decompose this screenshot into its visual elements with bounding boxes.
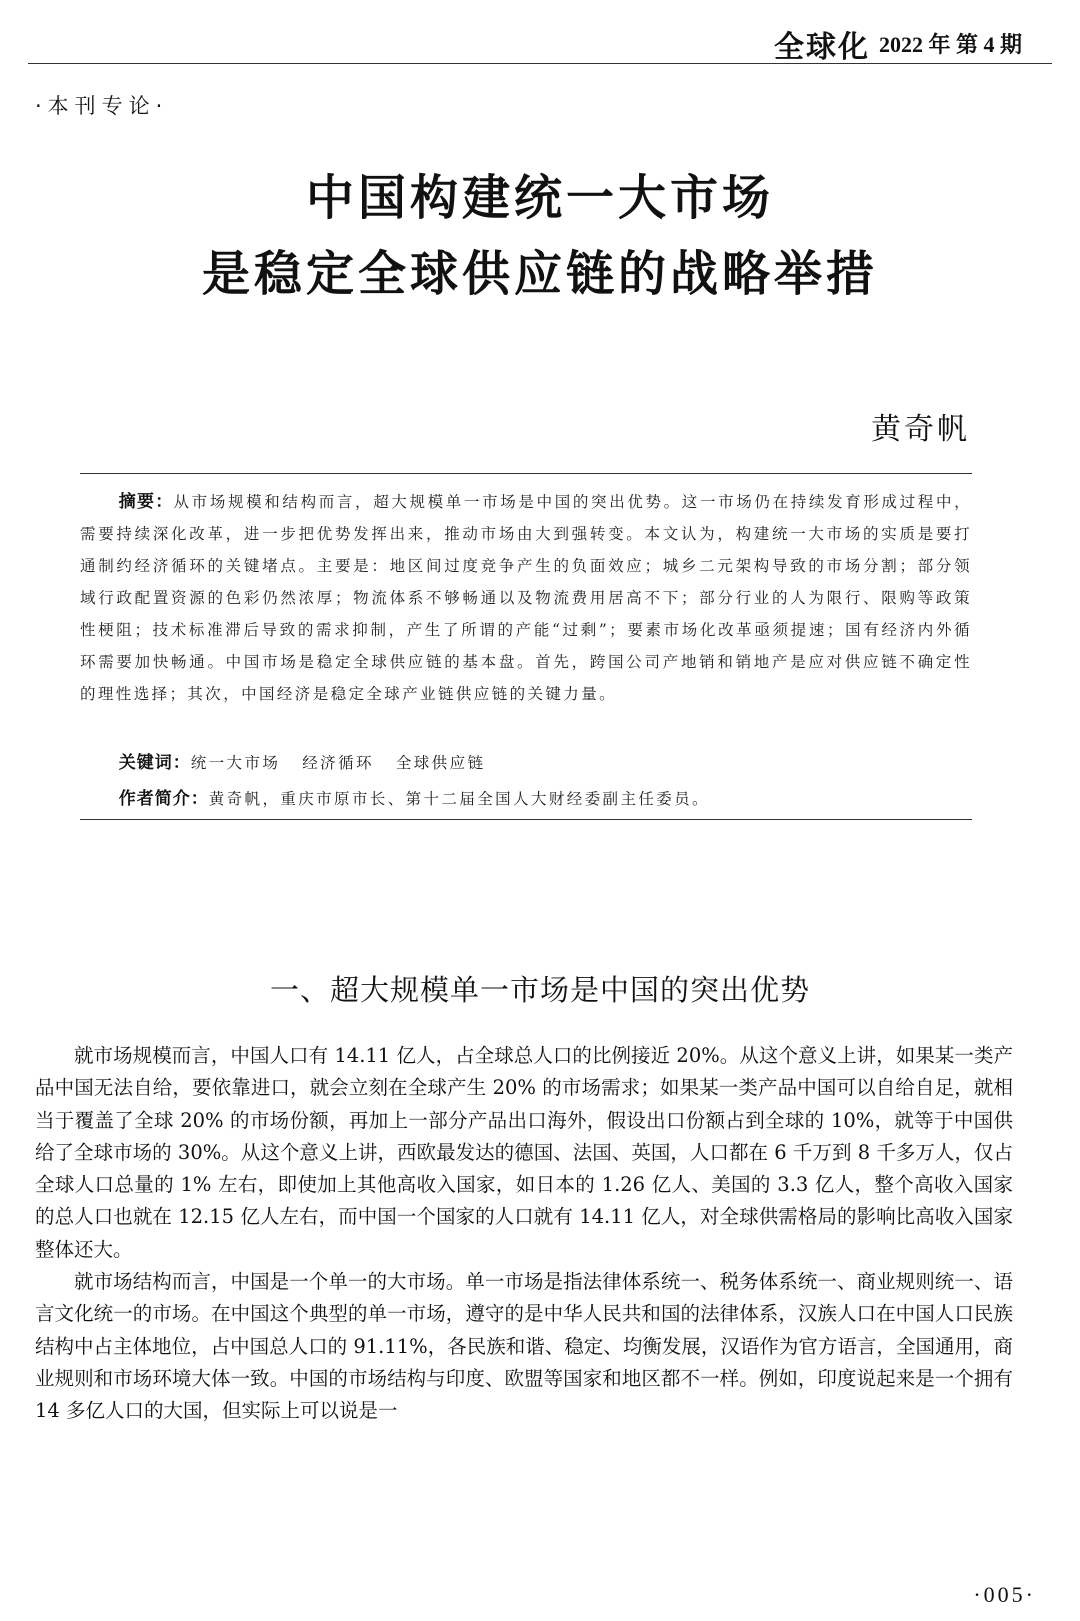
author-bio-text: 黄奇帆，重庆市原市长、第十二届全国人大财经委副主任委员。 — [208, 790, 710, 808]
issue-info: 2022 年 第 4 期 — [878, 32, 1022, 57]
running-header — [0, 22, 1080, 65]
paragraph: 就市场规模而言，中国人口有 14.11 亿人，占全球总人口的比例接近 20%。从这个意义上讲，如果某一类产品中国无法自给，要依靠进口，就会立刻在全球产生 20% 的市场需求；如果某一类产品中国可以自给自足，就相当于覆盖了全球 20% 的市场份额，再加上一部分产品出口海外，假设出口份额占到全球的 10%，就等于中国供给了全球市场的 30%。从这个意义上讲，西欧最发达的德国、法国、英国，人口都在 6 千万到 8 千多万人，仅占全球人口总量的 1% 左右，即使加上其他高收入国家，如日本的 1.26 亿人、美国的 3.3 亿人，整个高收入国家的总人口也就在 12.15 亿人左右，而中国一个国家的人口就有 14.11 亿人，对全球供需格局的影响比高收入国家整体还大。 — [35, 1044, 1013, 1261]
keyword: 全球供应链 — [395, 754, 486, 772]
keywords-label: 关键词： — [118, 753, 191, 773]
section-heading: 一、超大规模单一市场是中国的突出优势 — [269, 973, 810, 1007]
article-title — [0, 160, 1080, 312]
title-line-2: 是稳定全球供应链的战略举措 — [201, 246, 878, 302]
abstract-top-rule — [80, 473, 972, 474]
page-number: ·005· — [973, 1582, 1036, 1607]
column-label: ·本刊专论· — [35, 94, 169, 118]
keyword: 经济循环 — [302, 754, 374, 772]
header-rule — [28, 63, 1052, 64]
body-text — [35, 1040, 1013, 1428]
paragraph: 就市场结构而言，中国是一个单一的大市场。单一市场是指法律体系统一、税务体系统一、商业规则统一、语言文化统一的市场。在中国这个典型的单一市场，遵守的是中华人民共和国的法律体系，汉族人口在中国人口民族结构中占主体地位，占中国总人口的 91.11%，各民族和谐、稳定、均衡发展，汉语作为官方语言，全国通用，商业规则和市场环境大体一致。中国的市场结构与印度、欧盟等国家和地区都不一样。例如，印度说起来是一个拥有 14 多亿人口的大国，但实际上可以说是一 — [35, 1270, 1013, 1423]
abstract-bottom-rule — [80, 819, 972, 820]
keywords — [80, 748, 972, 773]
journal-logo: 全球化 — [774, 30, 870, 65]
abstract — [80, 486, 972, 710]
abstract-text: 从市场规模和结构而言，超大规模单一市场是中国的突出优势。这一市场仍在持续发育形成过程中，需要持续深化改革，进一步把优势发挥出来，推动市场由大到强转变。本文认为，构建统一大市场的实质是要打通制约经济循环的关键堵点。主要是：地区间过度竞争产生的负面效应；城乡二元架构导致的市场分割；部分领域行政配置资源的色彩仍然浓厚；物流体系不够畅通以及物流费用居高不下；部分行业的人为限行、限购等政策性梗阻；技术标准滞后导致的需求抑制，产生了所谓的产能“过剩”；要素市场化改革亟须提速；国有经济内外循环需要加快畅通。中国市场是稳定全球供应链的基本盘。首先，跨国公司产地销和销地产是应对供应链不确定性的理性选择；其次，中国经济是稳定全球产业链供应链的关键力量。 — [80, 493, 973, 703]
abstract-label: 摘要： — [118, 492, 174, 512]
author-name: 黄奇帆 — [871, 412, 970, 447]
author-bio-label: 作者简介： — [118, 789, 209, 809]
keyword: 统一大市场 — [190, 754, 281, 772]
title-line-1: 中国构建统一大市场 — [305, 170, 774, 226]
author-bio — [80, 784, 972, 809]
